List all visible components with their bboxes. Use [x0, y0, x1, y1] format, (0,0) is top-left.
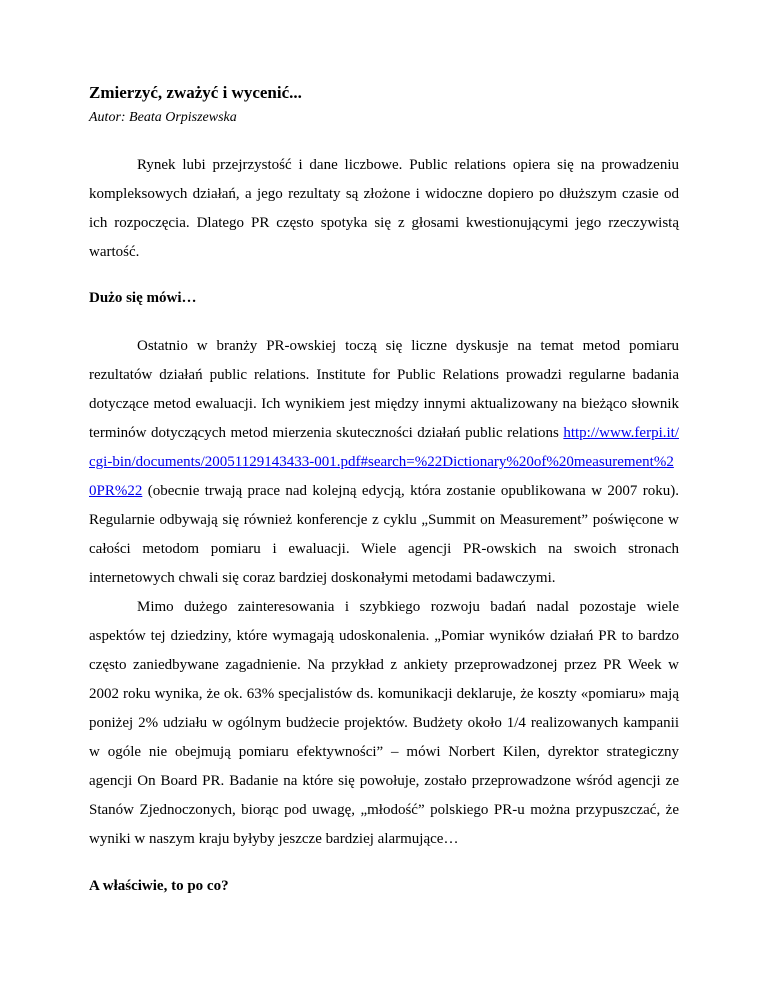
section1-paragraph-1 [89, 332, 679, 593]
link-text-line-2: 001.pdf#search=%22Dictionary%20of%20measurement%20PR%22 [89, 454, 674, 499]
document-title: Zmierzyć, zważyć i wycenić... [89, 83, 302, 102]
intro-paragraph: Rynek lubi przejrzystość i dane liczbowe. Public relations opiera się na prowadzeniu kompleksowych działań, a jego rezultaty są złożone i widoczne dopiero po dłuższym czasie od ich rozpoczęcia. Dlatego PR często spotyka się z głosami kwestionującymi jego rzeczywistą wartość. [89, 157, 679, 260]
document-page [89, 82, 679, 896]
paragraph-text: (obecnie trwają prace nad kolejną edycją, która zostanie opublikowana w 2007 roku). Regularnie odbywają się również konferencje z cyklu „Summit on Measurement” poświęcone w całości metodom pomiaru i ewaluacji. Wiele agencji PR-owskich na swoich stronach internetowych chwali się coraz bardziej doskonałymi metodami badawczymi. [89, 483, 680, 586]
author-line: Autor: Beata Orpiszewska [89, 110, 237, 125]
section-heading-po-co: A właściwie, to po co? [89, 878, 229, 894]
paragraph-text: Ostatnio w branży PR-owskiej toczą się liczne dyskusje na temat metod pomiaru rezultatów działań public relations. Institute for Public Relations prowadzi regularne badania dotyczące metod ewaluacji. Ich wynikiem jest między innymi aktualizowany na bieżąco słownik terminów dotyczących metod mierzenia skuteczności działań public relations [89, 338, 679, 441]
section1-paragraph-2: Mimo dużego zainteresowania i szybkiego rozwoju badań nadal pozostaje wiele aspektów tej dziedziny, które wymagają udoskonalenia. „Pomiar wyników działań PR to bardzo często zaniedbywane zagadnienie. Na przykład z ankiety przeprowadzonej przez PR Week w 2002 roku wynika, że ok. 63% specjalistów ds. komunikacji deklaruje, że koszty «pomiaru» mają poniżej 2% udziału w ogólnym budżecie projektów. Budżety około 1/4 realizowanych kampanii w ogóle nie obejmują pomiaru efektywności” – mówi Norbert Kilen, dyrektor strategiczny agencji On Board PR. Badanie na które się powołuje, zostało przeprowadzone wśród agencji ze Stanów Zjednoczonych, biorąc pod uwagę, „młodość” polskiego PR-u można przypuszczać, że wyniki w naszym kraju byłyby jeszcze bardziej alarmujące… [89, 599, 679, 847]
section-heading-duzo-sie-mowi: Dużo się mówi… [89, 290, 197, 306]
link-text-line-1: http://www.ferpi.it/cgi-bin/documents/20051129143433- [89, 425, 679, 470]
